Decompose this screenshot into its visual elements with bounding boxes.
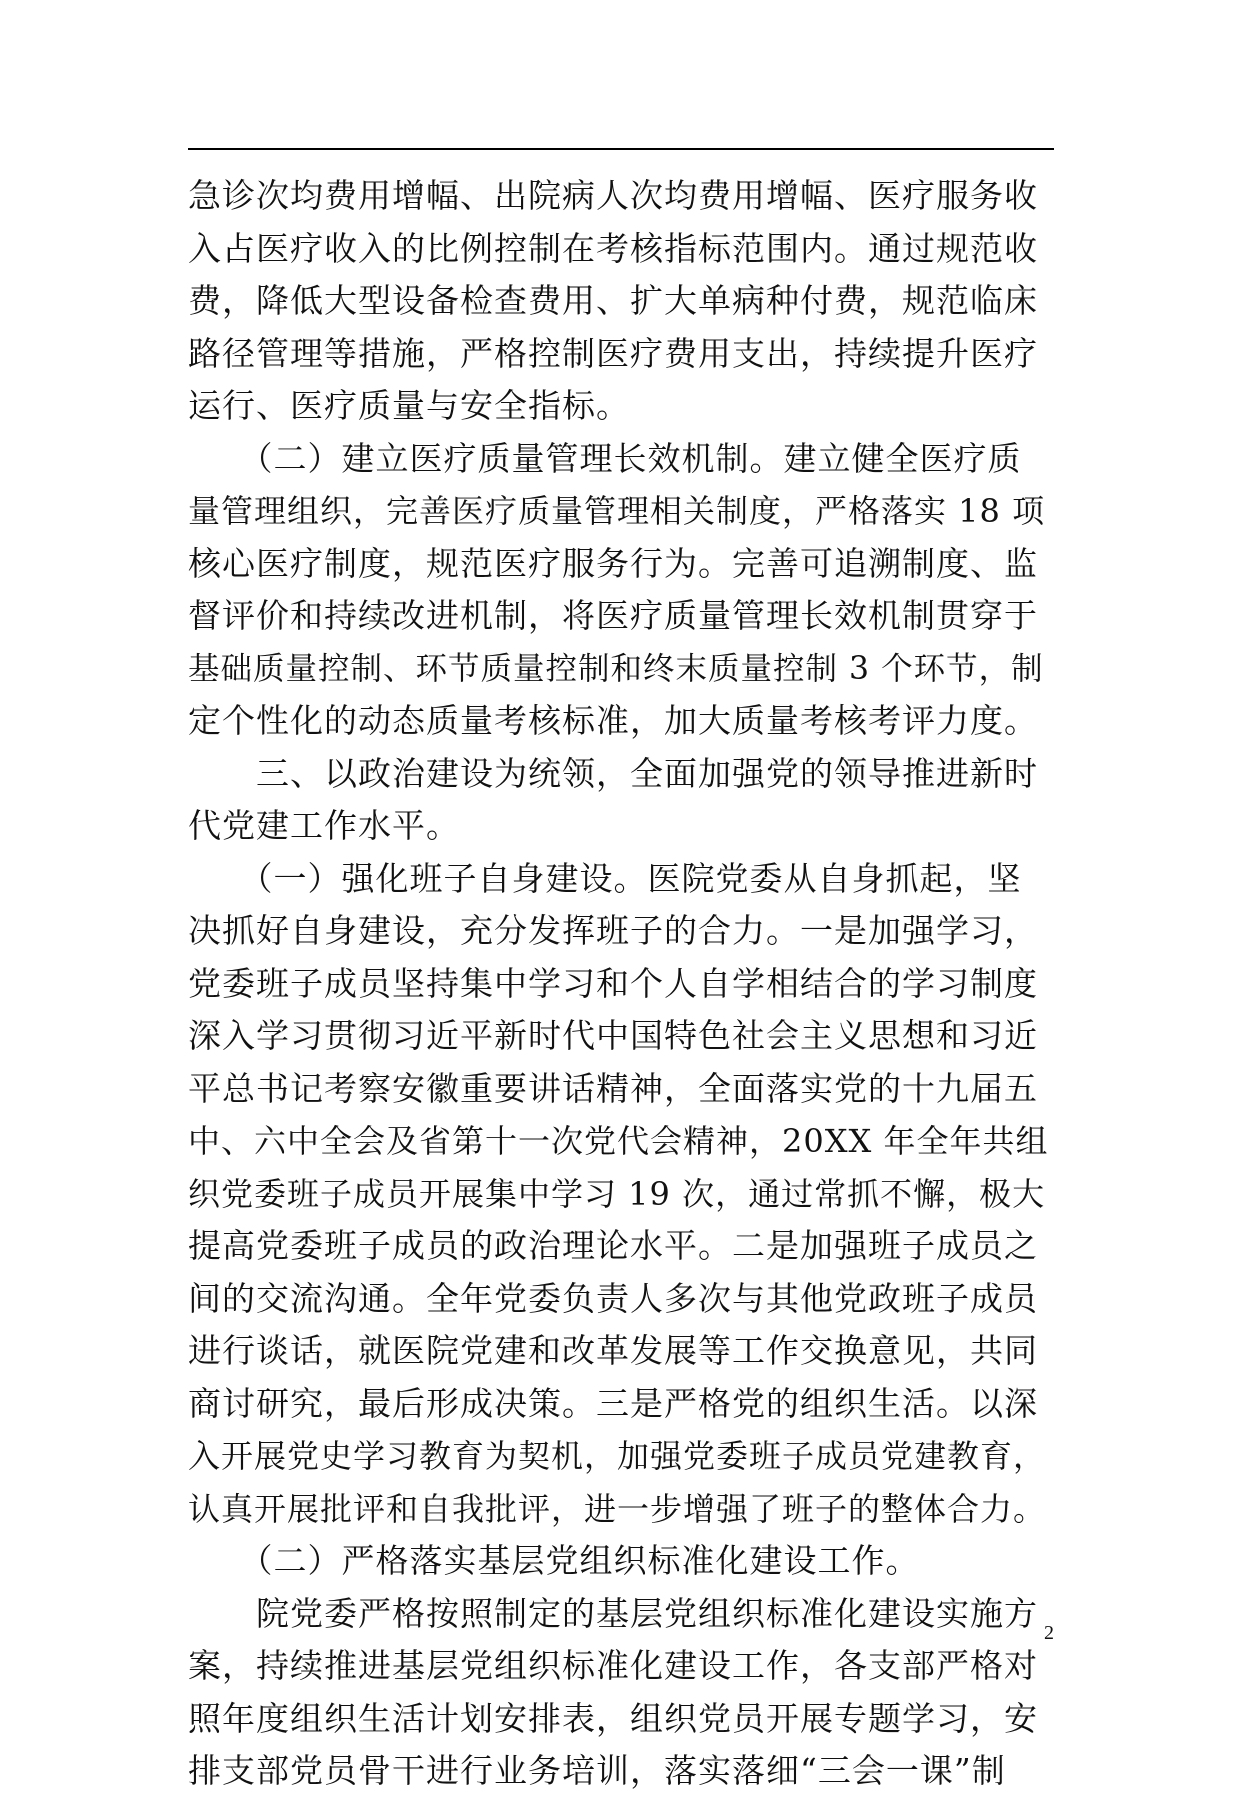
text-line: 照年度组织生活计划安排表，组织党员开展专题学习，安 (188, 1698, 1038, 1738)
text-line: 基础质量控制、环节质量控制和终末质量控制 3 个环节，制 (188, 650, 1044, 687)
text-line: 认真开展批评和自我批评，进一步增强了班子的整体合力。 (188, 1489, 1047, 1528)
text-line: 排支部党员骨干进行业务培训，落实落细“三会一课”制 (188, 1751, 1006, 1790)
text-line: 核心医疗制度，规范医疗服务行为。完善可追溯制度、监 (188, 543, 1038, 583)
text-line: 路径管理等措施，严格控制医疗费用支出，持续提升医疗 (188, 333, 1038, 373)
text-line: 院党委严格按照制定的基层党组织标准化建设实施方 (188, 1593, 1038, 1633)
text-line: （二）严格落实基层党组织标准化建设工作。 (188, 1541, 920, 1580)
text-line: 入占医疗收入的比例控制在考核指标范围内。通过规范收 (188, 228, 1038, 268)
text-line: 中、六中全会及省第十一次党代会精神，20XX 年全年共组 (188, 1122, 1049, 1160)
text-line: 督评价和持续改进机制，将医疗质量管理长效机制贯穿于 (188, 596, 1038, 635)
page-number: 2 (1044, 1622, 1054, 1644)
text-line: 进行谈话，就医院党建和改革发展等工作交换意见，共同 (188, 1331, 1038, 1370)
text-line: 急诊次均费用增幅、出院病人次均费用增幅、医疗服务收 (188, 176, 1038, 215)
text-line: 党委班子成员坚持集中学习和个人自学相结合的学习制度 (188, 963, 1038, 1003)
text-line: 三、以政治建设为统领，全面加强党的领导推进新时 (188, 753, 1038, 793)
text-line: 决抓好自身建设，充分发挥班子的合力。一是加强学习， (188, 911, 1038, 950)
text-line: 代党建工作水平。 (188, 806, 460, 845)
text-line: 平总书记考察安徽重要讲话精神，全面落实党的十九届五 (188, 1068, 1038, 1108)
text-line: （一）强化班子自身建设。医院党委从自身抓起，坚 (188, 858, 1022, 898)
text-line: 提高党委班子成员的政治理论水平。二是加强班子成员之 (188, 1226, 1038, 1265)
text-line: 费，降低大型设备检查费用、扩大单病种付费，规范临床 (188, 281, 1038, 320)
text-line: 织党委班子成员开展集中学习 19 次，通过常抓不懈，极大 (188, 1174, 1046, 1213)
text-line: 运行、医疗质量与安全指标。 (188, 386, 630, 425)
text-line: 定个性化的动态质量考核标准，加大质量考核考评力度。 (188, 701, 1038, 740)
document-body (188, 170, 1054, 1798)
text-line: 案，持续推进基层党组织标准化建设工作，各支部严格对 (188, 1646, 1038, 1685)
text-line: 商讨研究，最后形成决策。三是严格党的组织生活。以深 (188, 1383, 1038, 1423)
text-line: 间的交流沟通。全年党委负责人多次与其他党政班子成员 (188, 1278, 1038, 1318)
text-line: 量管理组织，完善医疗质量管理相关制度，严格落实 18 项 (188, 492, 1046, 530)
header-rule (188, 148, 1054, 150)
text-line: 深入学习贯彻习近平新时代中国特色社会主义思想和习近 (188, 1016, 1038, 1055)
text-line: （二）建立医疗质量管理长效机制。建立健全医疗质 (188, 438, 1022, 478)
text-line: 入开展党史学习教育为契机，加强党委班子成员党建教育， (188, 1437, 1047, 1475)
